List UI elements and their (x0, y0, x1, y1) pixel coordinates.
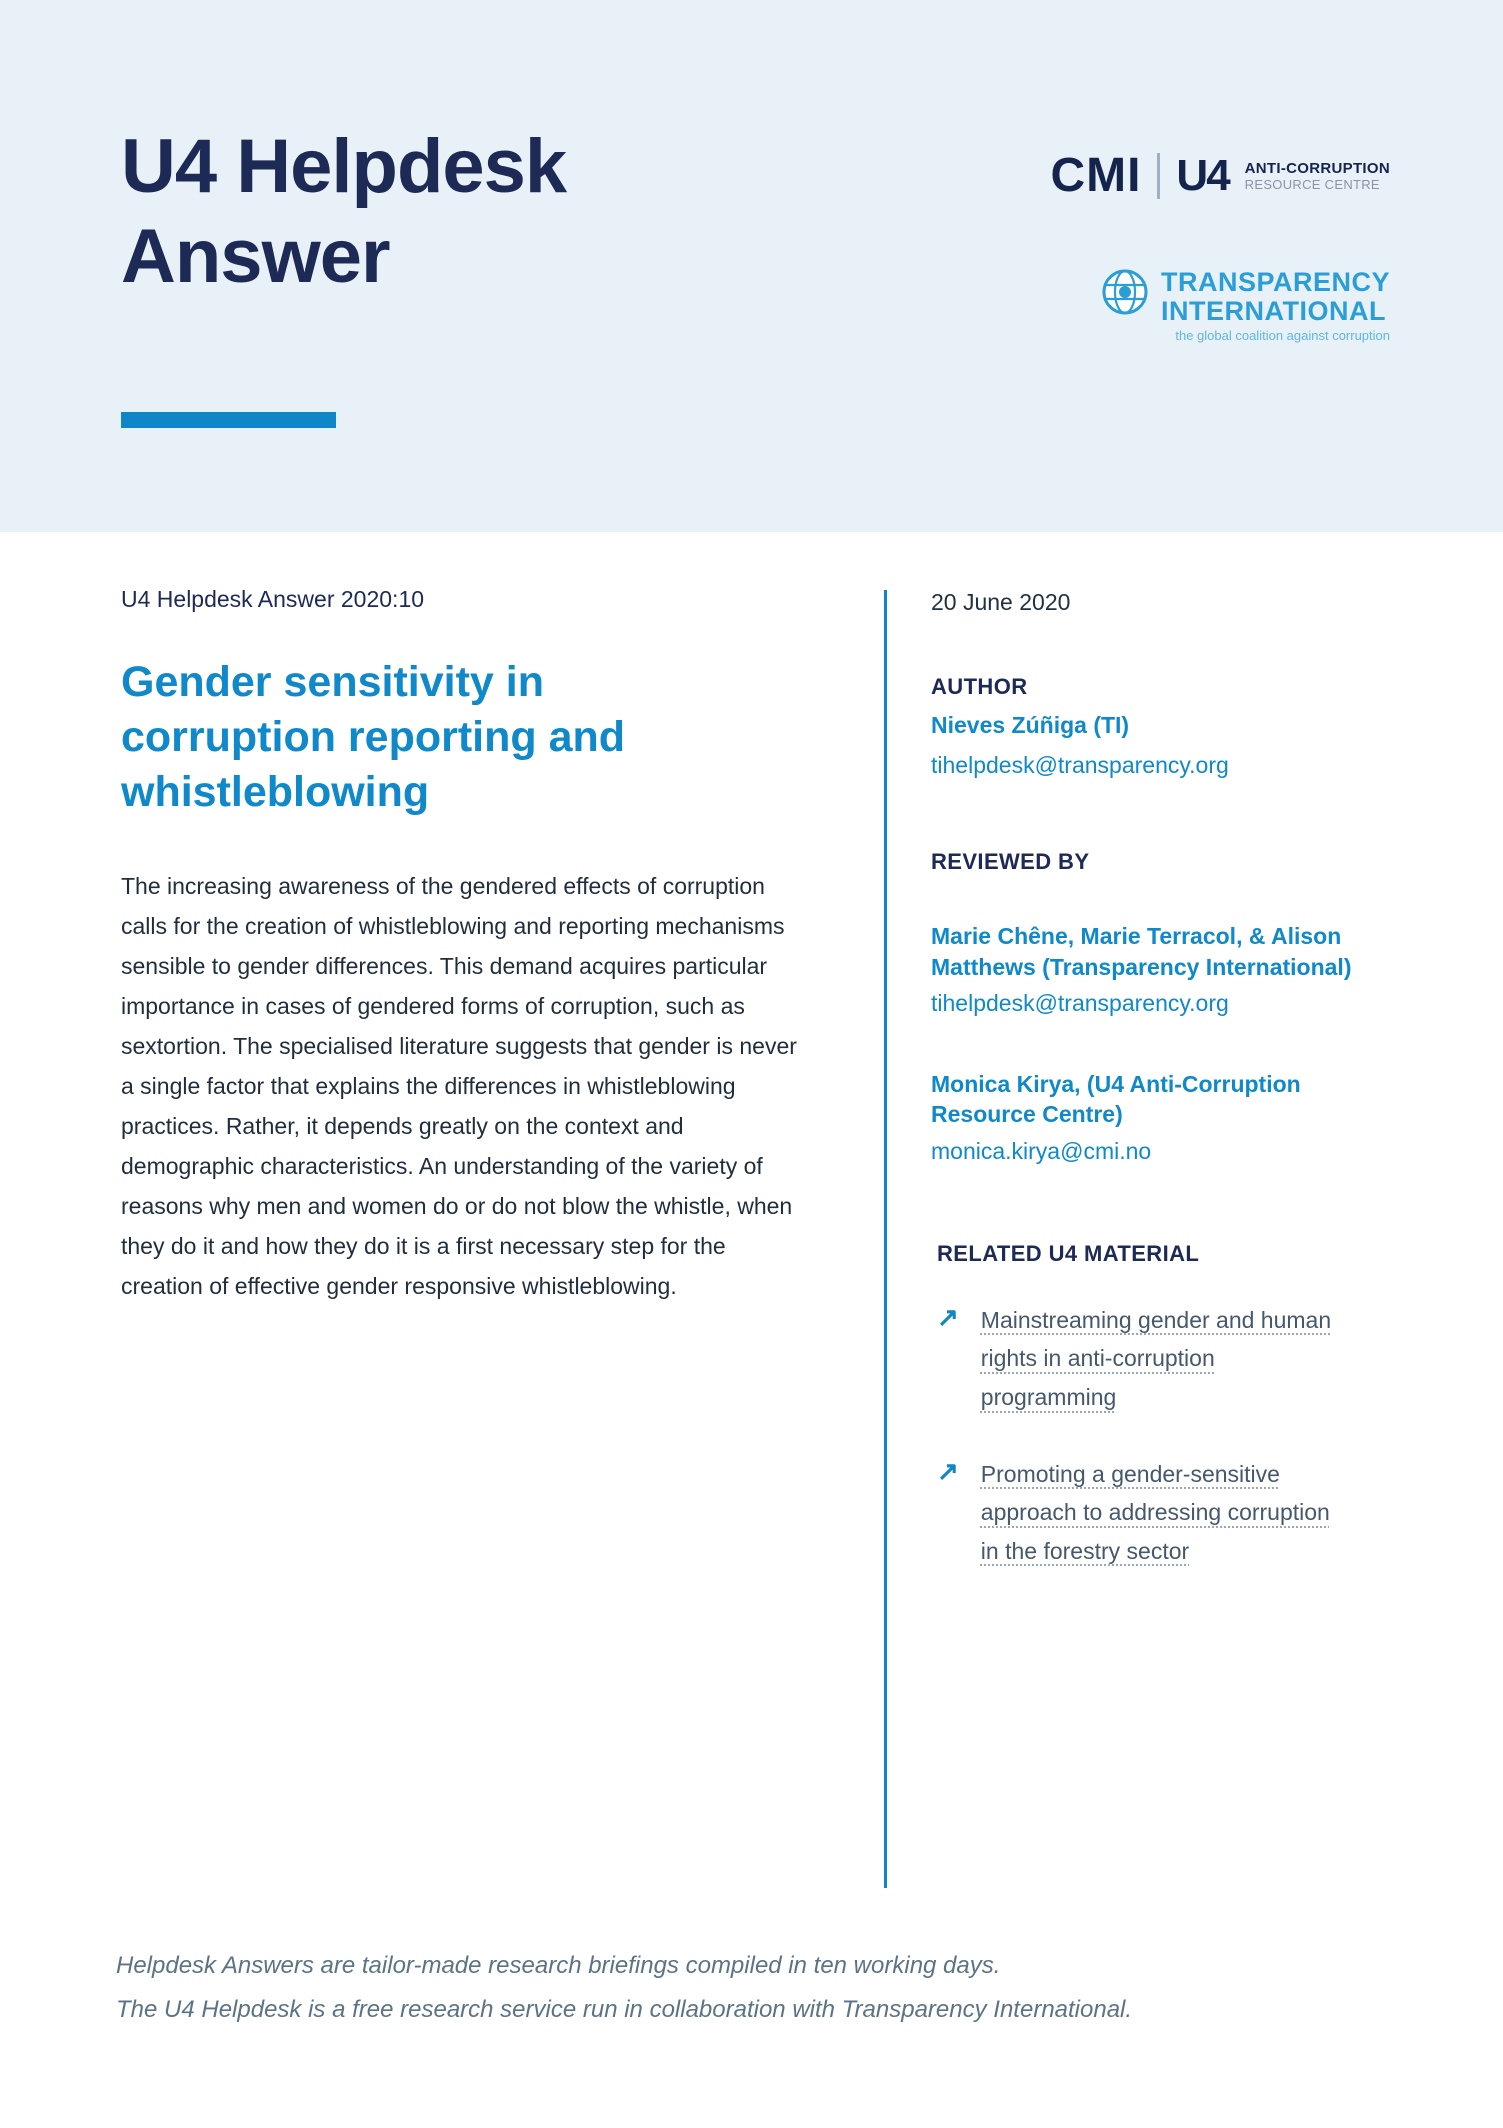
answer-number: U4 Helpdesk Answer 2020:10 (121, 586, 425, 612)
external-link-icon: ↗ (937, 1301, 959, 1332)
reviewed-heading: REVIEWED BY (931, 849, 1090, 875)
author-block (931, 674, 1403, 779)
related-link[interactable]: Promoting a gender-sensitive approach to addressing corruption in the forestry sector (980, 1460, 1330, 1564)
related-material-block (931, 1241, 1403, 1571)
reviewer-item (931, 921, 1403, 1017)
ti-logo-text (1161, 268, 1390, 343)
author-name: Nieves Zúñiga (TI) (931, 712, 1130, 738)
ti-logo-line-2: INTERNATIONAL (1160, 296, 1386, 327)
page-footer (116, 1944, 1132, 2033)
author-heading: AUTHOR (931, 674, 1028, 699)
u4-logo-line-2: RESOURCE CENTRE (1244, 176, 1380, 192)
hero-section (0, 0, 1503, 532)
footer-line-1: Helpdesk Answers are tailor-made research briefings compiled in ten working days. (116, 1952, 1001, 1979)
publication-date: 20 June 2020 (931, 589, 1071, 615)
reviewer-email-link[interactable]: monica.kirya@cmi.no (931, 1137, 1152, 1164)
author-email-link[interactable]: tihelpdesk@transparency.org (931, 752, 1229, 779)
column-divider (884, 590, 887, 1888)
abstract-text: The increasing awareness of the gendered effects of corruption calls for the creation of whistleblowing and reporting mechanisms sensible to gender differences. This demand acquires particular importance in cases of gendered forms of corruption, such as sextortion. The specialised literature suggests that gender is never a single factor that explains the differences in whistleblowing practices. Rather, it depends greatly on the context and demographic characteristics. An understanding of the variety of reasons why men and women do or do not blow the whistle, when they do it and how they do it is a first necessary step for the creation of effective gender responsive whistleblowing. (121, 873, 797, 1300)
masthead-title (121, 122, 566, 301)
reviewer-item (931, 1069, 1403, 1165)
globe-icon (1101, 268, 1149, 321)
cmi-u4-logo (1050, 148, 1390, 203)
external-link-icon: ↗ (937, 1455, 959, 1486)
footer-line-2: The U4 Helpdesk is a free research service run in collaboration with Transparency International. (116, 1996, 1133, 2024)
related-link-item (937, 1455, 1403, 1571)
reviewer-name: Marie Chêne, Marie Terracol, & Alison Matthews (Transparency International) (931, 923, 1352, 980)
related-link-item (937, 1301, 1403, 1417)
related-heading: RELATED U4 MATERIAL (937, 1240, 1200, 1266)
reviewer-email-link[interactable]: tihelpdesk@transparency.org (931, 990, 1229, 1017)
related-link[interactable]: Mainstreaming gender and human rights in anti-corruption programming (980, 1306, 1332, 1411)
masthead-line-1: U4 Helpdesk (121, 124, 567, 209)
ti-logo-line-1: TRANSPARENCY (1160, 267, 1390, 297)
transparency-international-logo (1101, 268, 1390, 343)
page-title: Gender sensitivity in corruption reporting and whistleblowing (121, 658, 626, 817)
ti-tagline: the global coalition against corruption (1175, 328, 1390, 344)
related-links-list (937, 1301, 1403, 1571)
main-article-column (121, 586, 811, 1306)
u4-logo: U4 (1176, 150, 1229, 200)
accent-bar (121, 412, 336, 428)
metadata-sidebar (931, 589, 1403, 1571)
reviewer-name: Monica Kirya, (U4 Anti-Corruption Resource Centre) (931, 1071, 1301, 1128)
u4-logo-line-1: ANTI-CORRUPTION (1244, 160, 1390, 178)
cmi-logo: CMI (1050, 149, 1142, 202)
masthead-line-2: Answer (121, 213, 390, 299)
logo-divider (1157, 153, 1160, 199)
reviewed-by-block (931, 849, 1403, 1164)
u4-logo-subtext (1245, 158, 1390, 192)
